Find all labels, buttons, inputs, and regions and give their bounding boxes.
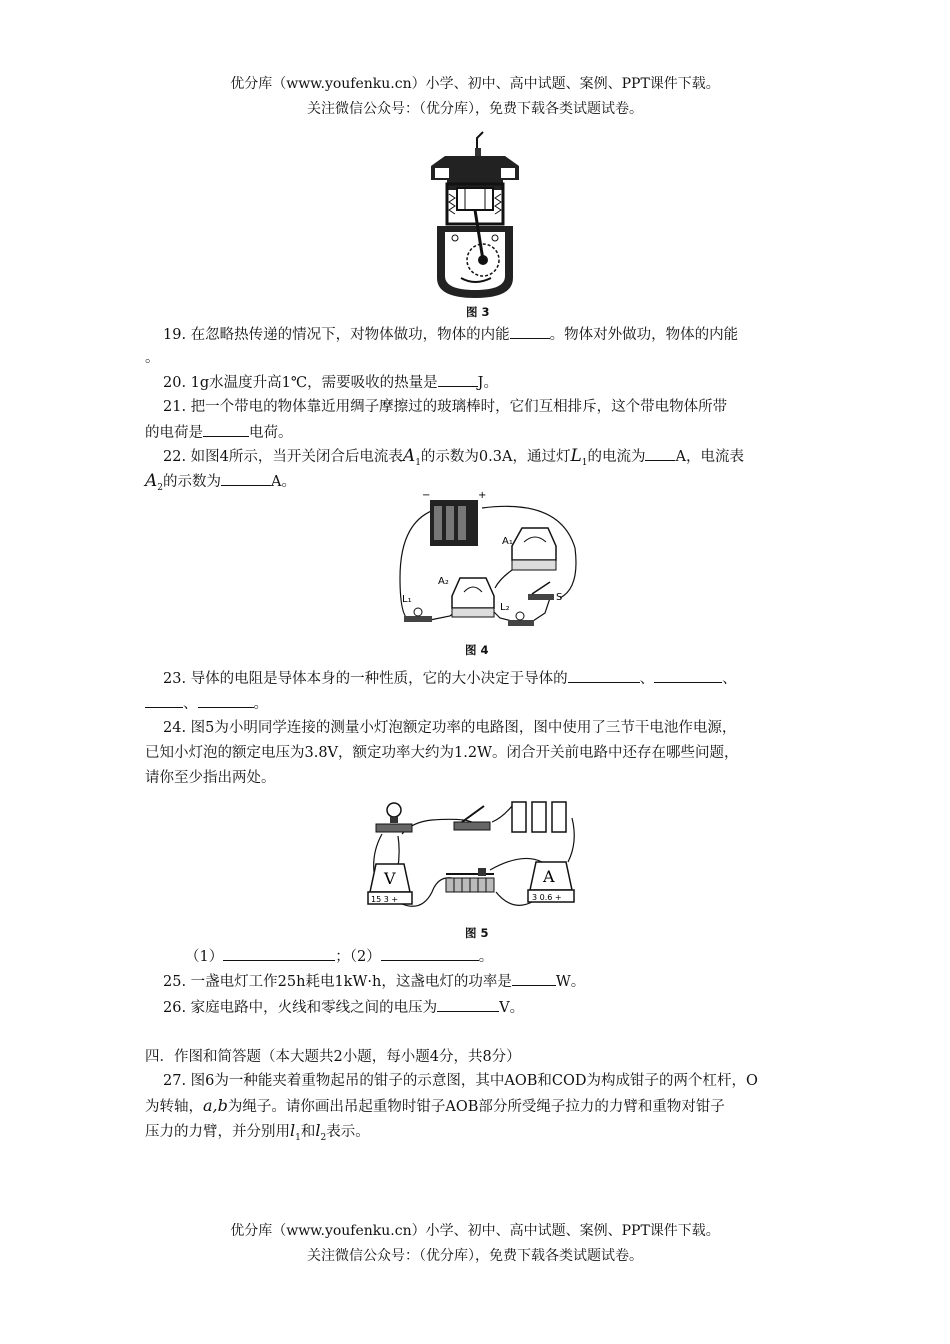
q22-blank-2[interactable] xyxy=(221,469,271,486)
q23-blank-4[interactable] xyxy=(198,691,254,708)
fig4-minus: − xyxy=(422,490,431,501)
q20-text-b: J。 xyxy=(477,375,498,391)
q22-text-a: 22. 如图4所示，当开关闭合后电流表 xyxy=(163,449,403,465)
question-21 xyxy=(163,395,833,419)
q27-text-a: 27. 图6为一种能夹着重物起吊的钳子的示意图，其中AOB和COD为构成钳子的两个杠杆，O xyxy=(163,1073,758,1089)
q23-blank-1[interactable] xyxy=(568,666,640,683)
figure-4-circuit xyxy=(390,488,590,636)
q23-sep-2: 、 xyxy=(722,671,737,687)
q19-text-b: 。物体对外做功，物体的内能 xyxy=(549,327,739,343)
footer-line-1: 优分库（www.youfenku.cn）小学、初中、高中试题、案例、PPT课件下载。 xyxy=(230,1223,720,1239)
q23-text-a: 23. 导体的电阻是导体本身的一种性质，它的大小决定于导体的 xyxy=(163,671,568,687)
q22-sub-l1: 1 xyxy=(581,457,588,468)
q19-text-c: 。 xyxy=(145,350,160,366)
q22-text-e: 的示数为 xyxy=(163,474,222,490)
q22-text-f: A。 xyxy=(271,474,296,490)
question-24 xyxy=(163,716,833,740)
header-line-1: 优分库（www.youfenku.cn）小学、初中、高中试题、案例、PPT课件下载。 xyxy=(230,76,720,92)
question-27-cont-2 xyxy=(145,1119,815,1150)
fig5-label-v: V xyxy=(384,869,396,888)
q22-symbol-a1: A xyxy=(402,446,416,466)
q27-l2: l xyxy=(315,1121,321,1140)
question-23 xyxy=(163,666,833,691)
q22-text-d: A，电流表 xyxy=(675,449,744,465)
q25-blank[interactable] xyxy=(512,969,556,986)
q24-blank-2[interactable] xyxy=(381,944,479,961)
question-21-cont xyxy=(145,420,815,445)
q19-text-a: 19. 在忽略热传递的情况下，对物体做功，物体的内能 xyxy=(163,327,510,343)
question-24-answers xyxy=(185,944,855,969)
q24-text-a: 24. 图5为小明同学连接的测量小灯泡额定功率的电路图，图中使用了三节干电池作电源， xyxy=(163,720,737,736)
fig5-a-scale: 3 0.6 + xyxy=(532,893,562,902)
question-27 xyxy=(163,1069,833,1093)
q25-text-b: W。 xyxy=(555,974,586,990)
q23-end: 。 xyxy=(253,696,268,712)
q27-ab: a,b xyxy=(203,1096,228,1115)
fig4-label-l2: L₂ xyxy=(500,602,510,613)
question-27-cont-1 xyxy=(145,1094,815,1119)
q21-text-b: 的电荷是 xyxy=(145,425,203,441)
q23-blank-3[interactable] xyxy=(145,691,183,708)
question-19 xyxy=(163,322,833,347)
q27-text-b2: 为绳子。请你画出吊起重物时钳子AOB部分所受绳子拉力的力臂和重物对钳子 xyxy=(227,1099,725,1115)
fig5-label-a: A xyxy=(543,867,555,886)
q27-text-c2: 表示。 xyxy=(326,1124,370,1140)
q24-text-c: 请你至少指出两处。 xyxy=(145,770,276,786)
q23-blank-2[interactable] xyxy=(654,666,722,683)
fig5-v-scale: 15 3 + xyxy=(371,895,399,904)
q24-semi: ；（2） xyxy=(335,949,381,965)
q21-blank[interactable] xyxy=(203,420,249,437)
figure-4-caption: 图 4 xyxy=(465,643,489,657)
q22-blank-1[interactable] xyxy=(645,444,675,461)
q22-sub-a2: 2 xyxy=(157,482,164,493)
q24-text-b: 已知小灯泡的额定电压为3.8V，额定功率大约为1.2W。闭合开关前电路中还存在哪些问题， xyxy=(145,745,739,761)
question-23-cont xyxy=(145,691,815,716)
fig4-label-a1: A₁ xyxy=(502,536,513,547)
q24-blank-1[interactable] xyxy=(223,944,335,961)
q22-sub-a1: 1 xyxy=(415,457,421,468)
fig4-label-l1: L₁ xyxy=(402,594,412,605)
question-20 xyxy=(163,370,833,395)
header-line-2: 关注微信公众号：（优分库），免费下载各类试题试卷。 xyxy=(307,101,643,117)
fig4-label-s: S xyxy=(556,592,563,603)
figure-3-caption: 图 3 xyxy=(466,305,490,319)
fig4-label-a2: A₂ xyxy=(438,576,449,587)
figure-3-engine-diagram xyxy=(425,128,525,303)
question-25 xyxy=(163,969,833,994)
q27-sub-2: 2 xyxy=(320,1132,327,1143)
q20-blank[interactable] xyxy=(438,370,478,387)
question-24-cont-1 xyxy=(145,741,815,765)
q24-end: 。 xyxy=(478,949,494,965)
q20-text-a: 20. 1g水温度升高1℃，需要吸收的热量是 xyxy=(163,375,438,391)
footer-line-2: 关注微信公众号：（优分库），免费下载各类试题试卷。 xyxy=(307,1248,643,1264)
question-24-cont-2 xyxy=(145,766,815,790)
question-19-cont xyxy=(145,346,815,370)
q27-text-c1: 压力的力臂，并分别用 xyxy=(145,1124,290,1140)
q25-text-a: 25. 一盏电灯工作25h耗电1kW·h，这盏电灯的功率是 xyxy=(163,974,512,990)
q27-sub-1: 1 xyxy=(295,1132,301,1143)
q19-blank-1[interactable] xyxy=(510,322,550,339)
q21-text-c: 电荷。 xyxy=(249,425,293,441)
q22-text-c: 的电流为 xyxy=(587,449,646,465)
q26-blank[interactable] xyxy=(437,995,499,1012)
q22-symbol-l1: L xyxy=(570,446,582,466)
q23-sep-3: 、 xyxy=(183,696,198,712)
q22-text-b: 的示数为0.3A，通过灯 xyxy=(420,449,571,465)
q23-sep-1: 、 xyxy=(639,671,655,687)
figure-5-circuit xyxy=(362,792,582,920)
question-26 xyxy=(163,995,833,1020)
section-4-heading: 四．作图和简答题（本大题共2小题，每小题4分，共8分） xyxy=(145,1049,521,1065)
q26-text-a: 26. 家庭电路中，火线和零线之间的电压为 xyxy=(163,1000,438,1016)
q27-l1: l xyxy=(290,1121,296,1140)
q24-ans-1-label: （1） xyxy=(185,949,224,965)
fig4-plus: + xyxy=(478,490,487,501)
q22-symbol-a2: A xyxy=(145,471,158,491)
q21-text-a: 21. 把一个带电的物体靠近用绸子摩擦过的玻璃棒时，它们互相排斥，这个带电物体所带 xyxy=(163,399,728,415)
q27-text-b1: 为转轴， xyxy=(145,1099,203,1115)
q26-text-b: V。 xyxy=(499,1000,525,1016)
q27-and: 和 xyxy=(300,1124,316,1140)
figure-5-caption: 图 5 xyxy=(465,926,489,940)
